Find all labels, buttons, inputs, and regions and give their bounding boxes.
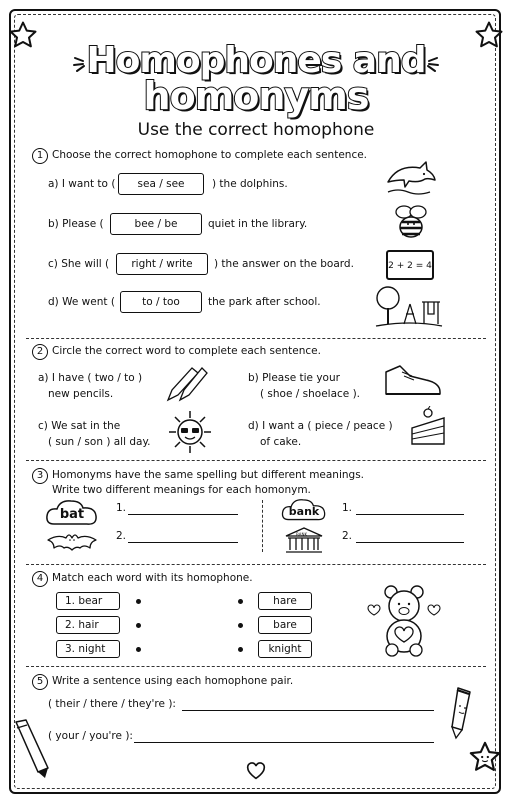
section-number: 1 xyxy=(32,148,48,164)
pencil-icon xyxy=(8,718,52,780)
item-c-line1: c) We sat in the xyxy=(38,420,121,432)
section-instruction-2: Write two different meanings for each homonym. xyxy=(52,484,311,496)
item-b-line2: ( shoe / shoelace ). xyxy=(260,388,361,400)
answer-number: 1. xyxy=(342,502,353,514)
teddy-bear-icon xyxy=(364,582,444,658)
section-number: 5 xyxy=(32,674,48,690)
sentence-d-start: d) We went ( xyxy=(48,296,115,308)
match-dot[interactable] xyxy=(238,599,243,604)
match-dot[interactable] xyxy=(136,623,141,628)
section-divider xyxy=(26,460,486,461)
match-right-2[interactable]: bare xyxy=(258,616,312,634)
section-divider xyxy=(26,564,486,565)
choice-box-c[interactable]: right / write xyxy=(116,253,208,275)
bat-icon xyxy=(46,530,98,554)
sentence-c-start: c) She will ( xyxy=(48,258,110,270)
cake-icon xyxy=(408,406,448,448)
pair-1-label: ( their / there / they're ): xyxy=(48,698,176,710)
section-instruction: Choose the correct homophone to complete each sentence. xyxy=(52,149,368,161)
item-d-line2: of cake. xyxy=(260,436,302,448)
section-instruction: Write a sentence using each homophone pair. xyxy=(52,675,294,687)
section-number: 2 xyxy=(32,344,48,360)
match-left-1[interactable]: 1. bear xyxy=(56,592,120,610)
sentence-d-end: the park after school. xyxy=(208,296,321,308)
bank-sign: BANK xyxy=(296,532,308,537)
choice-box-a[interactable]: sea / see xyxy=(118,173,204,195)
section-instruction: Circle the correct word to complete each sentence. xyxy=(52,345,321,357)
match-dot[interactable] xyxy=(136,599,141,604)
match-right-1[interactable]: hare xyxy=(258,592,312,610)
park-icon xyxy=(374,284,444,330)
section-instruction: Homonyms have the same spelling but different meanings. xyxy=(52,469,365,481)
bank-building-icon xyxy=(284,526,324,556)
choice-box-d[interactable]: to / too xyxy=(120,291,202,313)
match-left-2[interactable]: 2. hair xyxy=(56,616,120,634)
answer-line[interactable] xyxy=(134,742,434,743)
homonym-word-2: bank xyxy=(288,505,320,518)
answer-line[interactable] xyxy=(356,542,464,543)
dolphin-icon xyxy=(384,160,438,196)
column-divider xyxy=(262,500,263,552)
heart-icon xyxy=(246,762,266,780)
sentence-b-start: b) Please ( xyxy=(48,218,104,230)
section-number: 3 xyxy=(32,468,48,484)
item-d-line1: d) I want a ( piece / peace ) xyxy=(248,420,393,432)
answer-number: 1. xyxy=(116,502,127,514)
item-a-line1: a) I have ( two / to ) xyxy=(38,372,143,384)
match-dot[interactable] xyxy=(238,647,243,652)
page-title-line1: Homophones and xyxy=(86,40,426,81)
page-title-line2: homonyms xyxy=(143,74,369,118)
pair-2-label: ( your / you're ): xyxy=(48,730,133,742)
answer-number: 2. xyxy=(342,530,353,542)
answer-line[interactable] xyxy=(182,710,434,711)
section-instruction: Match each word with its homophone. xyxy=(52,572,253,584)
sun-icon xyxy=(166,408,214,456)
shoe-icon xyxy=(382,360,444,398)
match-left-3[interactable]: 3. night xyxy=(56,640,120,658)
item-a-line2: new pencils. xyxy=(48,388,114,400)
sentence-b-end: quiet in the library. xyxy=(208,218,308,230)
section-divider xyxy=(26,338,486,339)
bee-icon xyxy=(390,202,434,242)
answer-line[interactable] xyxy=(128,542,238,543)
answer-line[interactable] xyxy=(356,514,464,515)
match-dot[interactable] xyxy=(238,623,243,628)
sentence-a-end: ) the dolphins. xyxy=(212,178,288,190)
item-b-line1: b) Please tie your xyxy=(248,372,340,384)
sentence-c-end: ) the answer on the board. xyxy=(214,258,354,270)
answer-line[interactable] xyxy=(128,514,238,515)
item-c-line2: ( sun / son ) all day. xyxy=(48,436,151,448)
homonym-word-1: bat xyxy=(59,507,85,522)
choice-box-b[interactable]: bee / be xyxy=(110,213,202,235)
match-dot[interactable] xyxy=(136,647,141,652)
star-icon xyxy=(468,740,502,774)
pencil-character-icon xyxy=(438,684,478,740)
sentence-a-start: a) I want to ( xyxy=(48,178,116,190)
pencils-icon xyxy=(162,364,208,404)
match-right-3[interactable]: knight xyxy=(258,640,312,658)
page-subtitle: Use the correct homophone xyxy=(137,120,375,140)
section-divider xyxy=(26,666,486,667)
answer-number: 2. xyxy=(116,530,127,542)
section-number: 4 xyxy=(32,571,48,587)
chalkboard-icon: 2 + 2 = 4 xyxy=(386,250,434,280)
